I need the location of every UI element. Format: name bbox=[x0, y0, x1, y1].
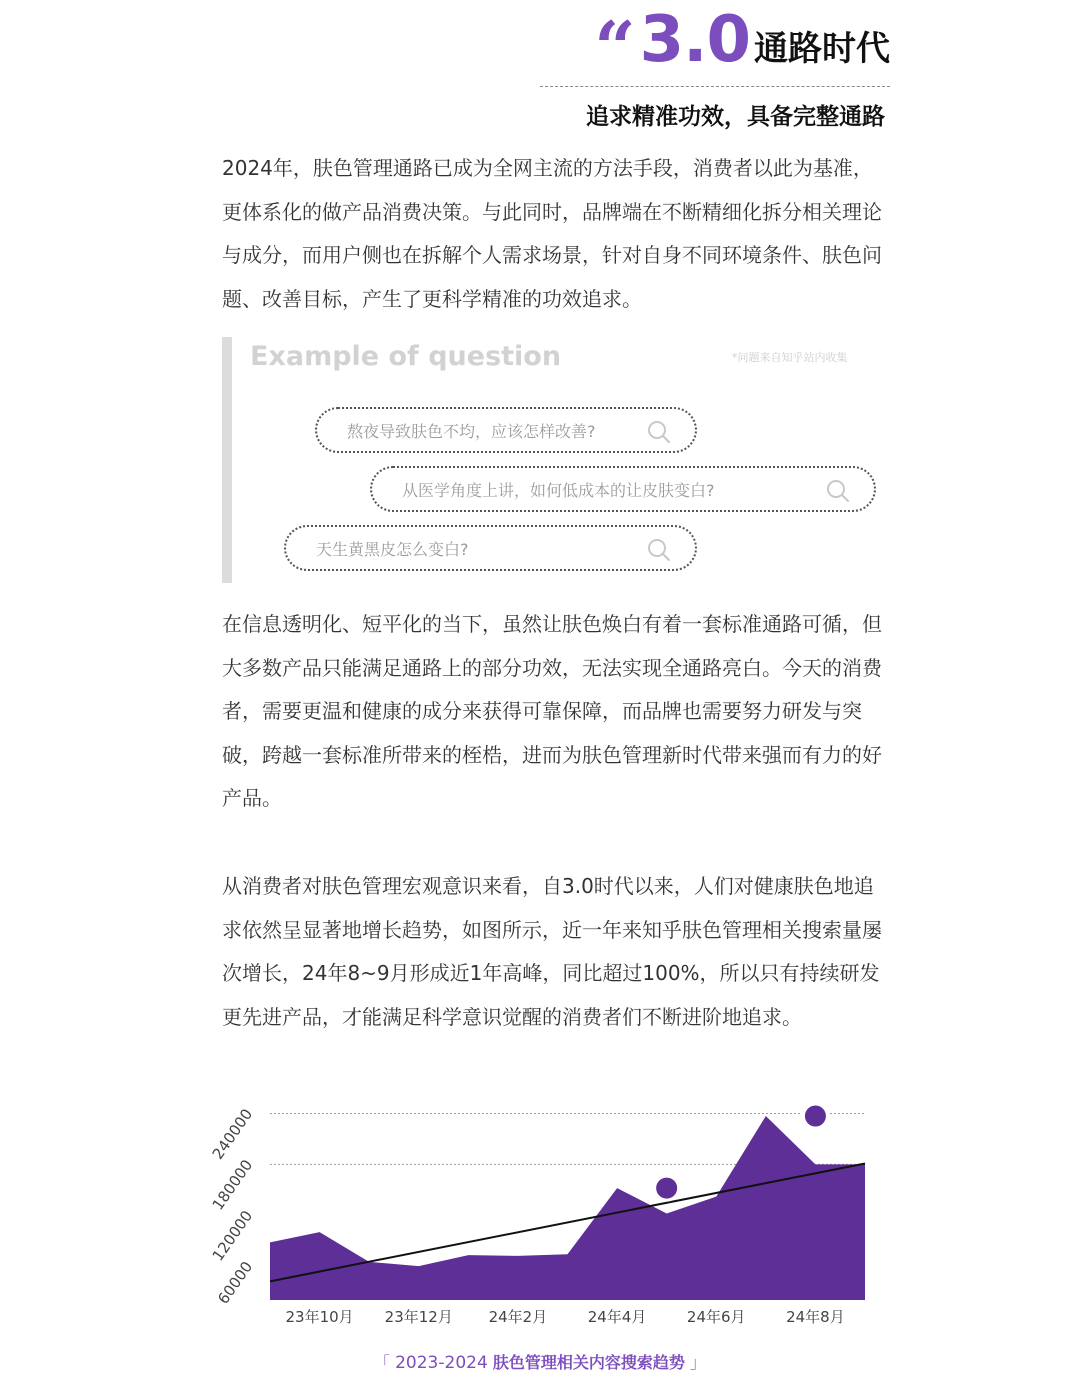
x-tick-label: 23年10月 bbox=[285, 1308, 354, 1326]
question-text: 天生黄黑皮怎么变白? bbox=[316, 539, 469, 559]
search-trend-chart bbox=[195, 1100, 885, 1330]
question-pill[interactable] bbox=[315, 407, 697, 453]
x-tick-label: 24年4月 bbox=[587, 1308, 647, 1326]
x-tick-label: 23年12月 bbox=[384, 1308, 453, 1326]
search-icon bbox=[647, 538, 671, 562]
quote-mark: “ bbox=[594, 5, 636, 90]
chart-caption bbox=[0, 1350, 1080, 1373]
highlight-point bbox=[655, 1176, 679, 1200]
question-pill[interactable] bbox=[370, 466, 876, 512]
y-tick-label: 240000 bbox=[208, 1105, 257, 1163]
series-area bbox=[270, 1116, 865, 1300]
trend-paragraph: 从消费者对肤色管理宏观意识来看，自3.0时代以来，人们对健康肤色地追求依然呈显著地增长趋势，如图所示，近一年来知乎肤色管理相关搜索量屡次增长，24年8~9月形成近1年高峰，同比超过100%，所以只有持续研发更先进产品，才能满足科学意识觉醒的消费者们不断进阶地追求。 bbox=[222, 874, 882, 1029]
page-subtitle: 追求精准功效，具备完整通路 bbox=[586, 104, 885, 130]
question-pill[interactable] bbox=[284, 525, 697, 571]
caption-years: 2023-2024 bbox=[395, 1353, 488, 1373]
question-text: 熬夜导致肤色不均，应该怎样改善? bbox=[347, 421, 596, 441]
search-icon bbox=[826, 479, 850, 503]
search-icon bbox=[647, 420, 671, 444]
header-title-group bbox=[594, 3, 890, 90]
highlight-point bbox=[803, 1104, 827, 1128]
example-title: Example of question bbox=[250, 341, 562, 372]
caption-bracket-close: 」 bbox=[689, 1353, 706, 1372]
body-paragraph: 在信息透明化、短平化的当下，虽然让肤色焕白有着一套标准通路可循，但大多数产品只能满足通路上的部分功效，无法实现全通路亮白。今天的消费者，需要更温和健康的成分来获得可靠保障，而品牌也需要努力研发与突破，跨越一套标准所带来的桎梏，进而为肤色管理新时代带来强而有力的好产品。 bbox=[222, 612, 882, 810]
caption-text: 肤色管理相关内容搜索趋势 bbox=[492, 1353, 685, 1372]
y-tick-label: 60000 bbox=[214, 1258, 257, 1308]
header-divider bbox=[540, 86, 890, 87]
x-tick-label: 24年8月 bbox=[786, 1308, 845, 1326]
intro-paragraph: 2024年，肤色管理通路已成为全网主流的方法手段，消费者以此为基准，更体系化的做产品消费决策。与此同时，品牌端在不断精细化拆分相关理论与成分，而用户侧也在拆解个人需求场景，针对自身不同环境条件、肤色问题、改善目标，产生了更科学精准的功效追求。 bbox=[222, 156, 882, 311]
source-note: *问题来自知乎站内收集 bbox=[732, 351, 848, 364]
x-tick-label: 24年6月 bbox=[686, 1308, 746, 1326]
panel-accent-bar bbox=[222, 337, 232, 583]
version-number: 3.0 bbox=[639, 3, 750, 77]
page-title: 通路时代 bbox=[754, 29, 890, 69]
x-tick-label: 24年2月 bbox=[488, 1308, 548, 1326]
y-tick-label: 180000 bbox=[208, 1156, 257, 1214]
caption-bracket-open: 「 bbox=[374, 1353, 391, 1372]
question-text: 从医学角度上讲，如何低成本的让皮肤变白? bbox=[402, 480, 715, 500]
y-tick-label: 120000 bbox=[208, 1207, 257, 1265]
example-questions-panel bbox=[222, 337, 887, 583]
